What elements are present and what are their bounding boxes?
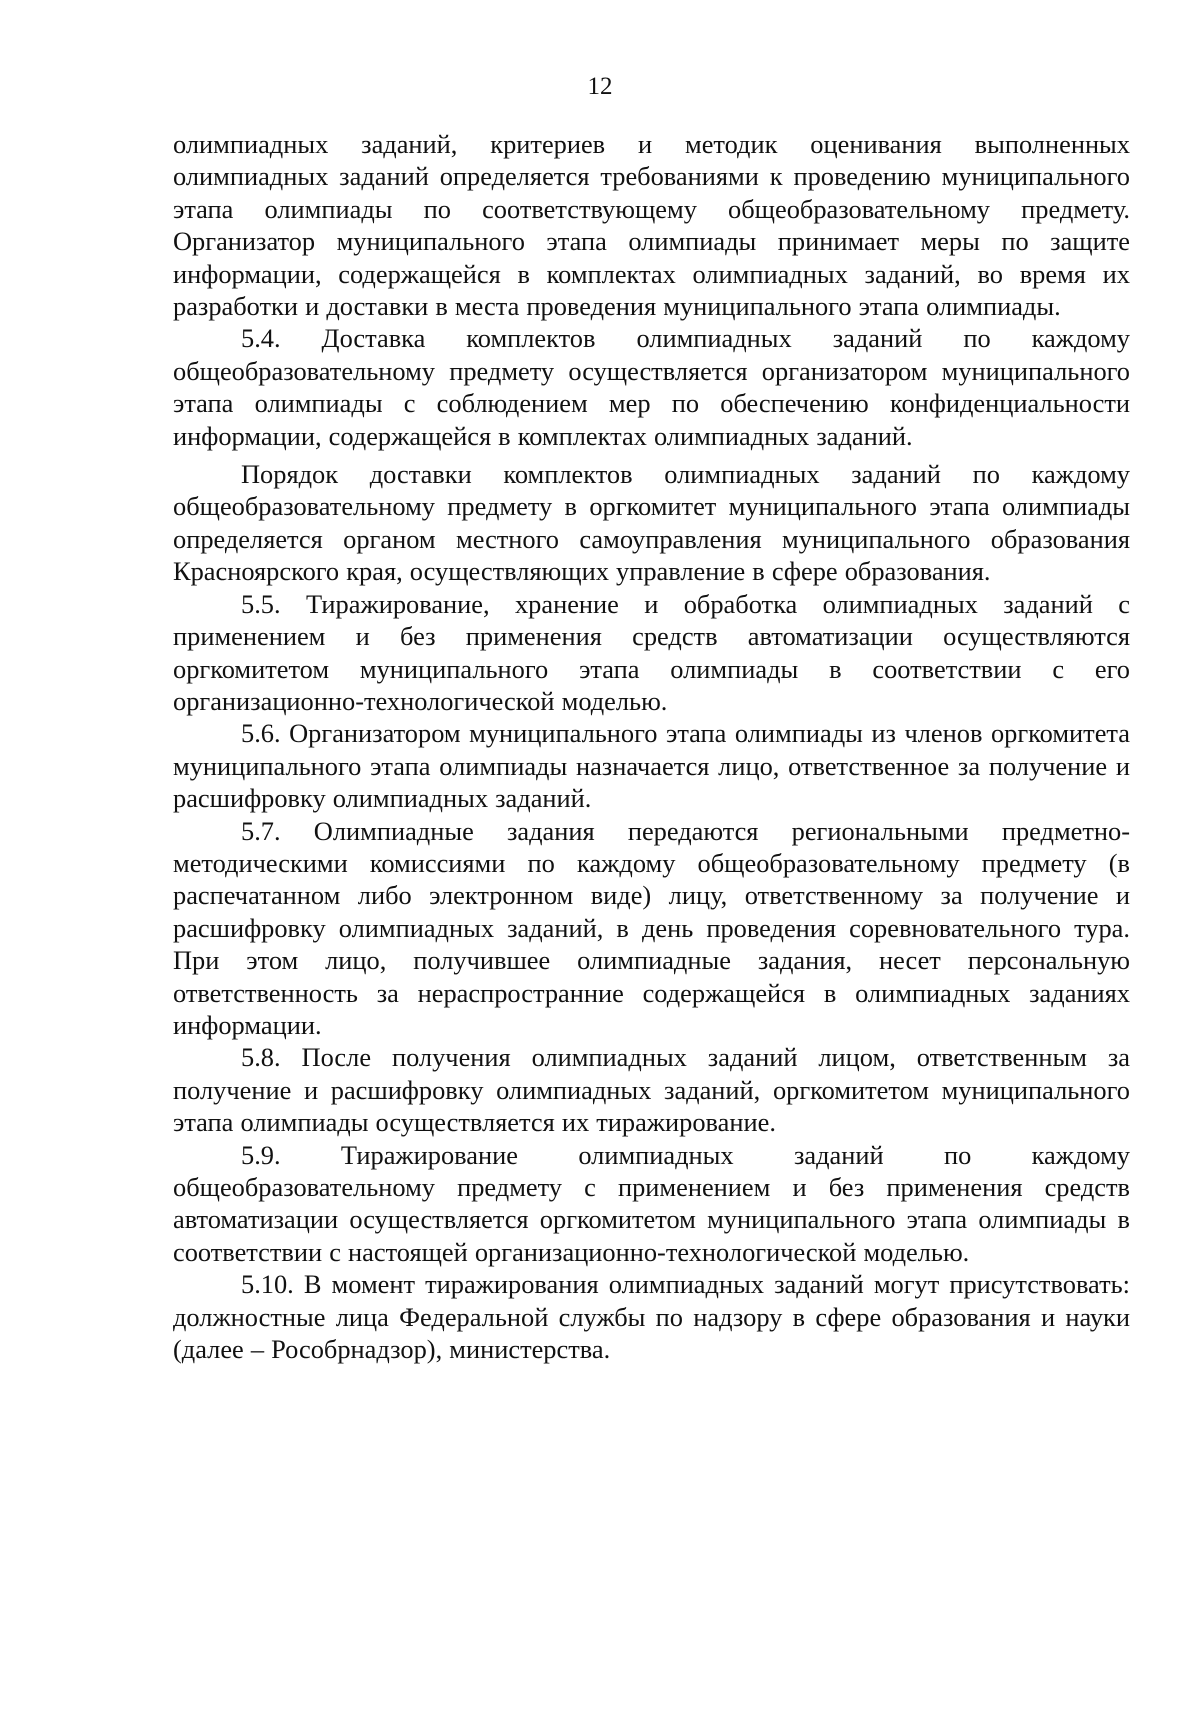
paragraph-5-9: 5.9. Тиражирование олимпиадных заданий по каждому общеобразовательному предмету с применением и без применения средств автоматизации осуществляется оргкомитетом муниципального этапа олимпиады в соответствии с настоящей организационно-технологической моделью. (173, 1139, 1130, 1267)
paragraph-5-8: 5.8. После получения олимпиадных заданий лицом, ответственным за получение и расшифровку олимпиадных заданий, оргкомитетом муниципального этапа олимпиады осуществляется их тиражирование. (173, 1042, 1130, 1138)
paragraph-5-6: 5.6. Организатором муниципального этапа олимпиады из членов оргкомитета муниципального этапа олимпиады назначается лицо, ответственное за получение и расшифровку олимпиадных заданий. (173, 718, 1130, 814)
paragraph-5-10: 5.10. В момент тиражирования олимпиадных заданий могут присутствовать: должностные лица Федеральной службы по надзору в сфере образования и науки (далее – Рособрнадзор), министерства. (173, 1269, 1130, 1365)
paragraph-5-7: 5.7. Олимпиадные задания передаются региональными предметно-методическими комиссиями по каждому общеобразовательному предмету (в распечатанном либо электронном виде) лицу, ответственному за получение и расшифровку олимпиадных заданий, в день проведения соревновательного тура. При этом лицо, получившее олимпиадные задания, несет персональную ответственность за нераспространние содержащейся в олимпиадных заданиях информации. (173, 815, 1130, 1040)
page-number: 12 (587, 73, 613, 100)
paragraph-continuation: олимпиадных заданий, критериев и методик оценивания выполненных олимпиадных заданий определяется требованиями к проведению муниципального этапа олимпиады по соответствующему общеобразовательному предмету. Организатор муниципального этапа олимпиады принимает меры по защите информации, содержащейся в комплектах олимпиадных заданий, во время их разработки и доставки в места проведения муниципального этапа олимпиады. (173, 129, 1130, 322)
paragraph-5-5: 5.5. Тиражирование, хранение и обработка олимпиадных заданий с применением и без применения средств автоматизации осуществляются оргкомитетом муниципального этапа олимпиады в соответствии с его организационно-технологической моделью. (173, 588, 1130, 716)
document-body (173, 128, 1130, 1365)
paragraph-delivery-order: Порядок доставки комплектов олимпиадных заданий по каждому общеобразовательному предмету в оргкомитет муниципального этапа олимпиады определяется органом местного самоуправления муниципального образования Красноярского края, осуществляющих управление в сфере образования. (173, 459, 1130, 587)
paragraph-5-4: 5.4. Доставка комплектов олимпиадных заданий по каждому общеобразовательному предмету осуществляется организатором муниципального этапа олимпиады с соблюдением мер по обеспечению конфиденциальности информации, содержащейся в комплектах олимпиадных заданий. (173, 323, 1130, 451)
